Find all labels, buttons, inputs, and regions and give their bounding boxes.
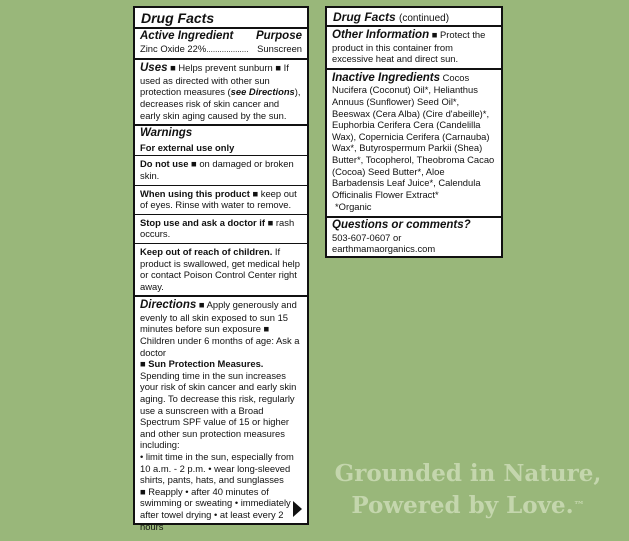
bullet-icon: ■ bbox=[252, 187, 259, 199]
when-using-text: keep out of eyes. Rinse with water to remove. bbox=[140, 187, 297, 211]
uses-text-3: ), decreases risk of skin cancer and early skin aging caused by the sun. bbox=[140, 86, 301, 121]
bullet-icon: ■ bbox=[198, 299, 205, 311]
drug-facts-panel-left bbox=[133, 6, 309, 532]
keep-out-of-reach bbox=[135, 243, 307, 295]
slogan-line-1: Grounded in Nature, bbox=[334, 460, 602, 487]
directions-text-2: Children under 6 months of age: Ask a doctor bbox=[140, 335, 300, 358]
organic-note: *Organic bbox=[335, 201, 372, 213]
other-info-text: Protect the product in this container from excessive heat and direct sun. bbox=[332, 29, 486, 65]
questions-header: Questions or comments? bbox=[332, 218, 471, 231]
active-ingredient-section bbox=[135, 27, 307, 58]
bullet-icon: ■ bbox=[140, 485, 146, 497]
bullet-icon: ■ bbox=[431, 29, 438, 40]
leader-dots: ................... bbox=[206, 44, 249, 54]
slogan-line-2 bbox=[318, 490, 618, 522]
sun-protection-text: Spending time in the sun increases your risk of skin cancer and early skin aging. To decrease this risk, regularly use a sunscreen with a Broad Spectrum SPF value of 15 or higher and other sun protection measures including: bbox=[140, 369, 297, 451]
questions-section bbox=[327, 216, 501, 258]
other-info-header: Other Information bbox=[332, 29, 430, 41]
uses-text-2: If used as directed with other sun protection measures ( bbox=[140, 62, 289, 98]
brand-slogan bbox=[318, 458, 618, 522]
uses-text-1: Helps prevent sunburn bbox=[175, 62, 276, 74]
purpose-value: Sunscreen bbox=[257, 42, 302, 54]
warnings-section bbox=[135, 124, 307, 153]
contact-info: 503-607-0607 or earthmamaorganics.com bbox=[332, 231, 436, 255]
when-using bbox=[135, 185, 307, 214]
do-not-use-text: on damaged or broken skin. bbox=[140, 158, 294, 181]
sun-protection-label: Sun Protection Measures. bbox=[148, 358, 264, 370]
drug-facts-continued-title bbox=[327, 8, 501, 25]
purpose-header: Purpose bbox=[255, 30, 302, 42]
bullet-icon: ■ bbox=[267, 216, 274, 228]
warnings-header: Warnings bbox=[140, 127, 193, 140]
bullet-icon: ■ bbox=[275, 62, 281, 74]
bullet-icon: ■ bbox=[263, 323, 270, 335]
continued-label: (continued) bbox=[399, 13, 450, 24]
reapply-text: Reapply • after 40 minutes of swimming or sweating • immediately after towel drying • at least every 2 hours bbox=[140, 485, 291, 532]
bullet-icon: ■ bbox=[191, 158, 197, 170]
directions-text-1: Apply generously and evenly to all skin exposed to sun 15 minutes before sun exposure bbox=[140, 299, 297, 335]
directions-section bbox=[135, 295, 307, 535]
other-information-section bbox=[327, 25, 501, 68]
slogan-line-2-text: Powered by Love. bbox=[351, 492, 574, 519]
active-ingredient-header: Active Ingredient bbox=[140, 30, 234, 42]
inactive-header: Inactive Ingredients bbox=[332, 71, 441, 84]
stop-use-label: Stop use and ask a doctor if bbox=[140, 216, 266, 228]
inactive-text: Cocos Nucifera (Coconut) Oil*, Helianthus Annuus (Sunflower) Seed Oil*, Beeswax (Cera Alba) (Cire d'abeille)*, Euphorbia Cerifera Cera (Candelilla Wax), Copernicia Cerifera (Carnauba) Wax*, Butyrospermum Parkii (Shea) Butter*, Tocopherol, Theobroma Cacao (Cocoa) Seed Butter*, Aloe Barbadensis Leaf Juice*, Calendula Officinalis Flower Extract* bbox=[332, 71, 495, 200]
keep-out-text: If product is swallowed, get medical help or contact Poison Control Center right away. bbox=[140, 245, 300, 292]
do-not-use bbox=[135, 155, 307, 184]
stop-use bbox=[135, 214, 307, 243]
drug-facts-panel-right bbox=[325, 6, 503, 258]
see-directions: see Directions bbox=[230, 86, 295, 98]
active-ingredient: Zinc Oxide 22% bbox=[140, 42, 207, 54]
drug-facts-title: Drug Facts bbox=[141, 10, 215, 26]
inactive-ingredients-section bbox=[327, 68, 501, 216]
when-using-label: When using this product bbox=[140, 187, 250, 199]
continue-arrow-icon bbox=[293, 501, 302, 517]
external-use: For external use only bbox=[140, 141, 235, 153]
stop-use-text: rash occurs. bbox=[140, 216, 295, 240]
bullet-icon: ■ bbox=[170, 62, 176, 74]
limit-text: • limit time in the sun, especially from 10 a.m. - 2 p.m. • wear long-sleeved shirts, pants, hats, and sunglasses bbox=[140, 451, 294, 486]
directions-header: Directions bbox=[140, 299, 197, 312]
trademark-symbol: ™ bbox=[573, 499, 585, 512]
drug-facts-title-right: Drug Facts bbox=[333, 10, 396, 24]
bullet-icon: ■ bbox=[140, 358, 146, 370]
keep-out-label: Keep out of reach of children. bbox=[140, 245, 273, 257]
do-not-use-label: Do not use bbox=[140, 158, 189, 170]
uses-section bbox=[135, 58, 307, 124]
uses-header: Uses bbox=[140, 62, 168, 75]
